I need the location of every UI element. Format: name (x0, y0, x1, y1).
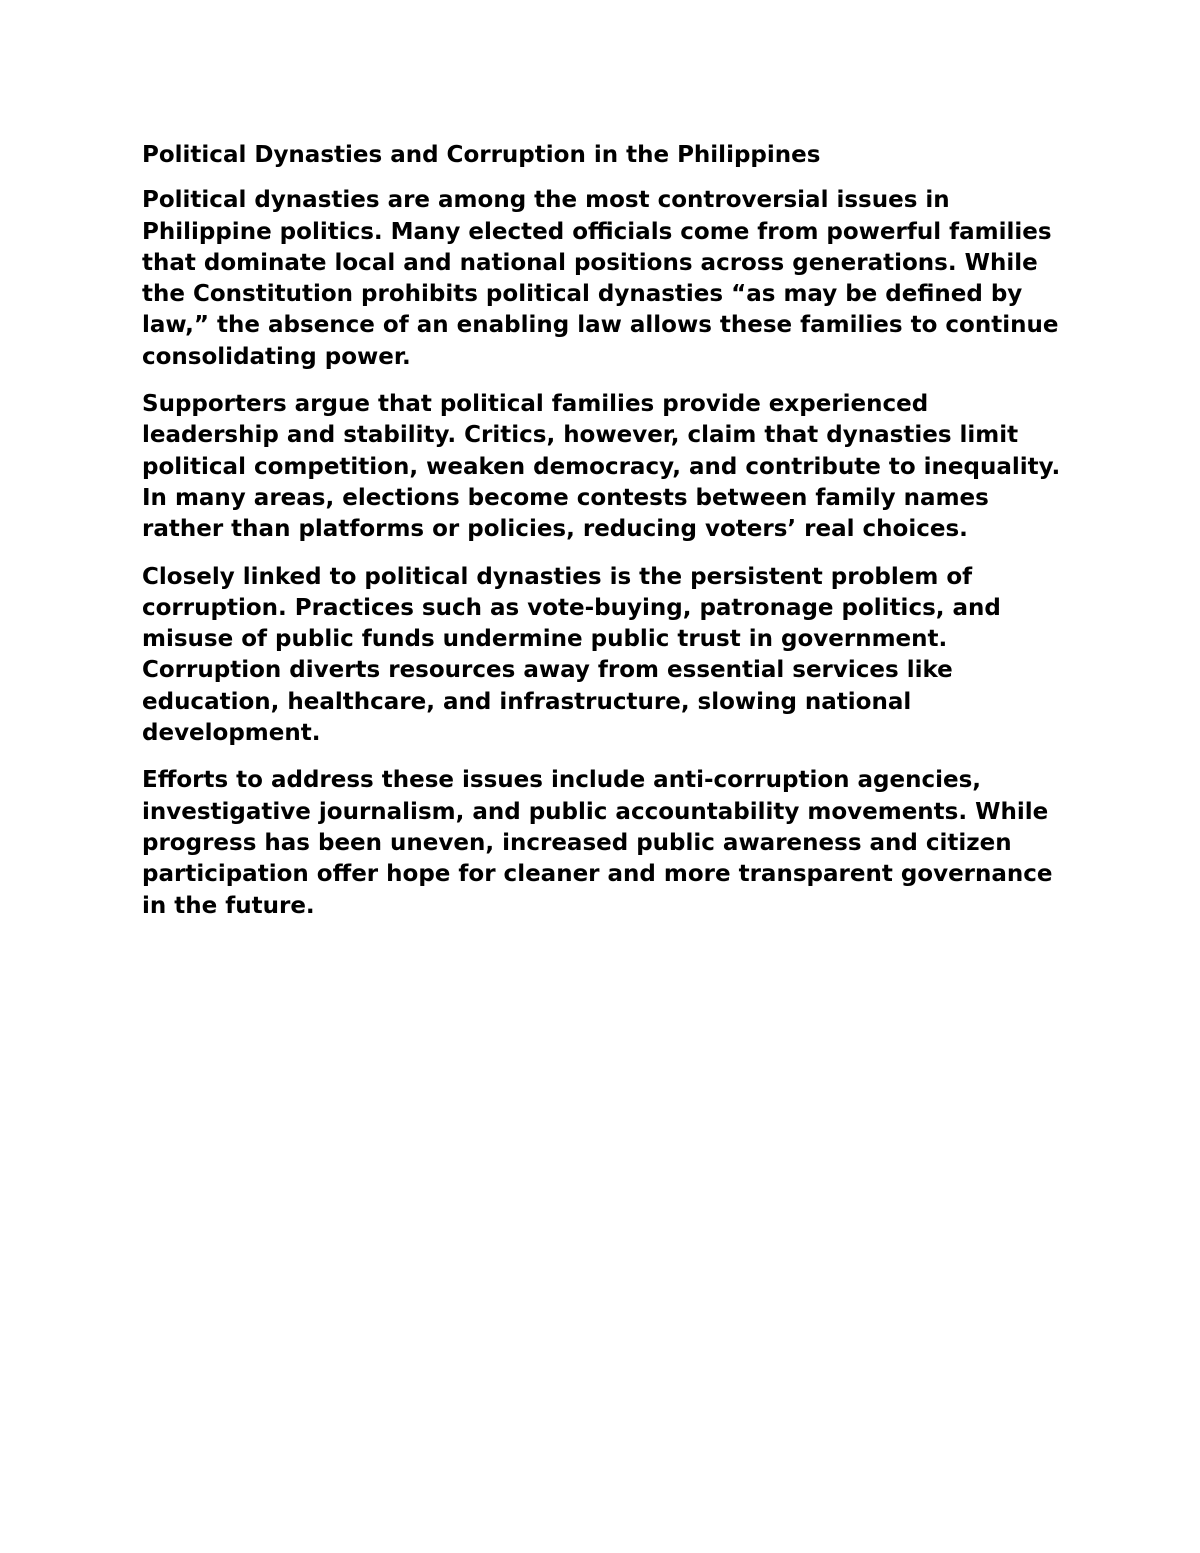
document-title: Political Dynasties and Corruption in the Philippines (142, 142, 821, 168)
paragraph-corruption: Closely linked to political dynasties is the persistent problem of corruption. Practices such as vote-buying, patronage politics, and misuse of public funds undermine public trust in government. Corruption diverts resources away from essential services like education, healthcare, and infrastructure, slowing national development. (142, 563, 1001, 747)
paragraph-dynasties-intro: Political dynasties are among the most controversial issues in Philippine politics. Many elected officials come from powerful families that dominate local and national positions across generations. While the Constitution prohibits political dynasties “as may be defined by law,” the absence of an enabling law allows these families to continue consolidating power. (142, 187, 1059, 370)
document-body (142, 140, 1067, 938)
paragraph-efforts: Efforts to address these issues include anti-corruption agencies, investigative journalism, and public accountability movements. While progress has been uneven, increased public awareness and citizen participation offer hope for cleaner and more transparent governance in the future. (142, 767, 1053, 919)
paragraph-supporters-critics: Supporters argue that political families provide experienced leadership and stability. Critics, however, claim that dynasties limit political competition, weaken democracy, and contribute to inequality. In many areas, elections become contests between family names rather than platforms or policies, reducing voters’ real choices. (142, 391, 1061, 543)
